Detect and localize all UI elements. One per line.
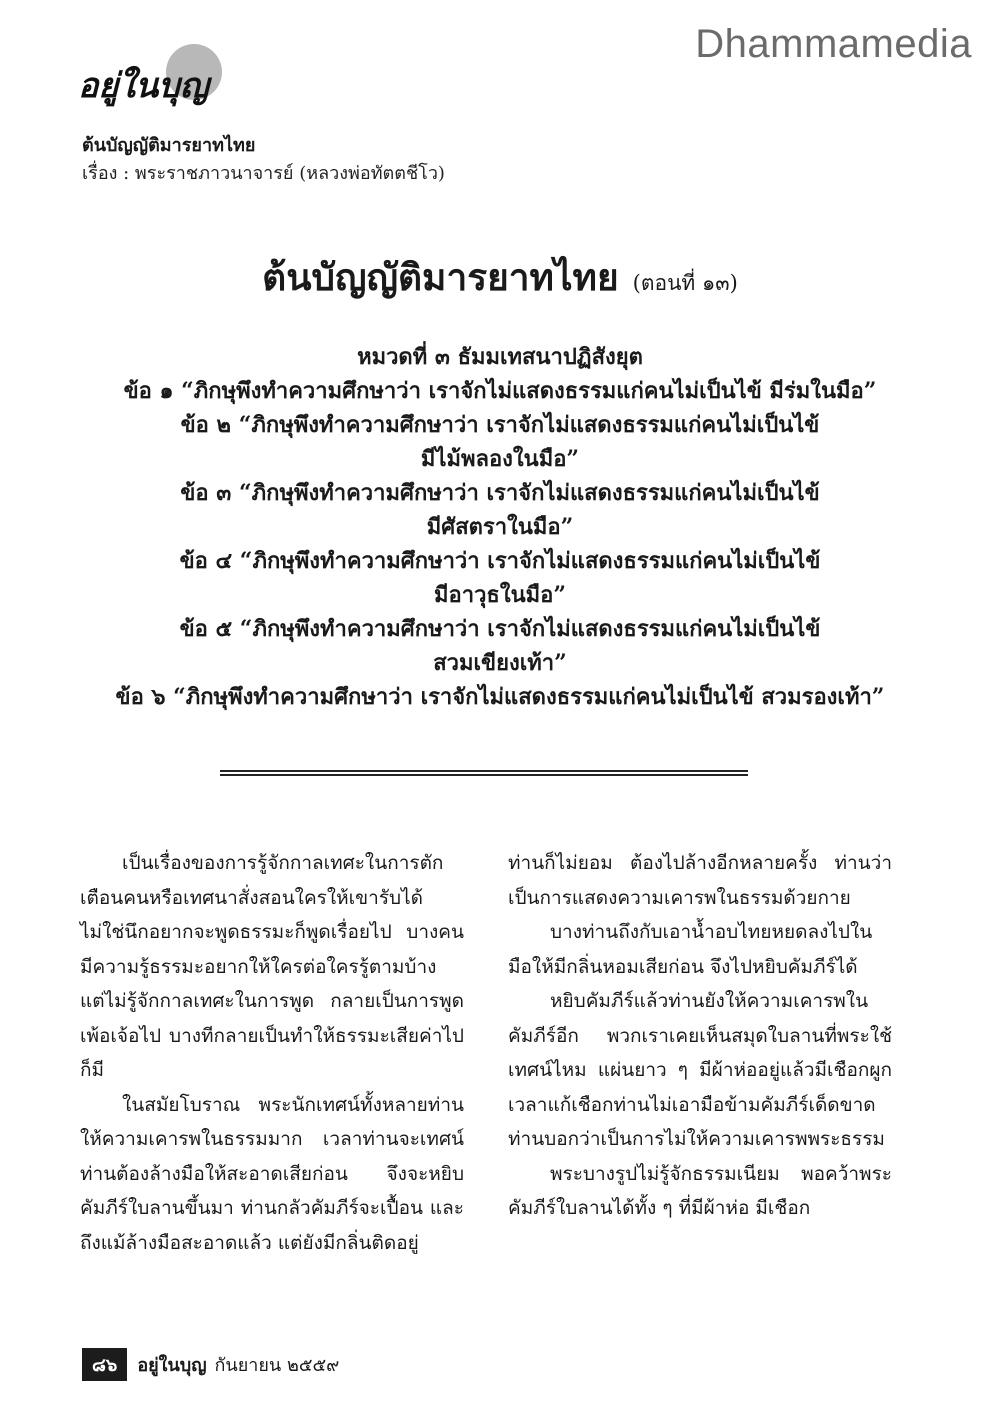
paragraph: เป็นเรื่องของการรู้จักกาลเทศะในการตักเตือนคนหรือเทศนาสั่งสอนใครให้เขารับได้ ไม่ใช่นึกอยากจะพูดธรรมะก็พูดเรื่อยไป บางคนมีความรู้ธรรมะอยากให้ใครต่อใครรู้ตามบ้าง แต่ไม่รู้จักกาลเทศะในการพูด กลายเป็นการพูดเพ้อเจ้อไป บางทีกลายเป็นทำให้ธรรมะเสียค่าไปก็มี: [80, 852, 464, 1081]
title-text: ต้นบัญญัติมารยาทไทย: [262, 255, 619, 299]
rule-line-continued: มีศัสตราในมือ”: [426, 514, 574, 540]
rule-line: ข้อ ๑ “ภิกษุพึงทำความศึกษาว่า เราจักไม่แสดงธรรมแก่คนไม่เป็นไข้ มีร่มในมือ”: [123, 378, 877, 404]
rule-line-continued: สวมเขียงเท้า”: [433, 650, 567, 676]
rule-line: ข้อ ๕ “ภิกษุพึงทำความศึกษาว่า เราจักไม่แสดงธรรมแก่คนไม่เป็นไข้: [179, 616, 821, 642]
rule-item: [40, 544, 960, 612]
page-footer: [82, 1348, 339, 1381]
rule-item: [40, 612, 960, 680]
rules-heading: หมวดที่ ๓ ธัมมเทสนาปฏิสังยุต: [357, 344, 643, 370]
rule-line: ข้อ ๖ “ภิกษุพึงทำความศึกษาว่า เราจักไม่แสดงธรรมแก่คนไม่เป็นไข้ สวมรองเท้า”: [115, 684, 885, 710]
episode-label: (ตอนที่ ๑๓): [632, 271, 738, 295]
logo-text: อยู่ในบุญ: [78, 66, 209, 106]
rule-line: ข้อ ๒ “ภิกษุพึงทำความศึกษาว่า เราจักไม่แสดงธรรมแก่คนไม่เป็นไข้: [180, 412, 820, 438]
section-label: ต้นบัญญัติมารยาทไทย: [82, 135, 256, 156]
rule-line-continued: มีไม้พลองในมือ”: [420, 446, 580, 472]
article-title: [0, 248, 1000, 307]
byline: เรื่อง : พระราชภาวนาจารย์ (หลวงพ่อทัตตชีโว): [82, 163, 445, 184]
magazine-name: อยู่ในบุญ: [137, 1355, 207, 1376]
body-column-left: [80, 846, 464, 1260]
issue-date: กันยายน ๒๕๕๙: [214, 1355, 340, 1376]
brand-watermark: Dhammamedia: [695, 22, 972, 66]
rule-line: ข้อ ๔ “ภิกษุพึงทำความศึกษาว่า เราจักไม่แสดงธรรมแก่คนไม่เป็นไข้: [179, 548, 821, 574]
rule-item: [40, 476, 960, 544]
rule-item: [40, 408, 960, 476]
rules-block: [40, 340, 960, 714]
rule-line: ข้อ ๓ “ภิกษุพึงทำความศึกษาว่า เราจักไม่แสดงธรรมแก่คนไม่เป็นไข้: [180, 480, 820, 506]
body-column-right: [508, 846, 892, 1226]
paragraph: บางท่านถึงกับเอาน้ำอบไทยหยดลงไปในมือให้มีกลิ่นหอมเสียก่อน จึงไปหยิบคัมภีร์ได้: [508, 921, 873, 978]
page-number: ๘๖: [82, 1348, 127, 1381]
paragraph: ในสมัยโบราณ พระนักเทศน์ทั้งหลายท่านให้ความเคารพในธรรมมาก เวลาท่านจะเทศน์ ท่านต้องล้างมือให้สะอาดเสียก่อน จึงจะหยิบคัมภีร์ใบลานขึ้นมา ท่านกลัวคัมภีร์จะเปื้อน และถึงแม้ล้างมือสะอาดแล้ว แต่ยังมีกลิ่นติดอยู่: [80, 1093, 464, 1254]
rule-item: [40, 374, 960, 408]
section-divider: [220, 770, 748, 776]
paragraph: ท่านก็ไม่ยอม ต้องไปล้างอีกหลายครั้ง ท่านว่าเป็นการแสดงความเคารพในธรรมด้วยกาย: [508, 852, 892, 909]
paragraph: พระบางรูปไม่รู้จักธรรมเนียม พอคว้าพระคัมภีร์ใบลานได้ทั้ง ๆ ที่มีผ้าห่อ มีเชือก: [508, 1162, 892, 1219]
magazine-logo: [78, 44, 238, 114]
rule-line-continued: มีอาวุธในมือ”: [434, 582, 566, 608]
rule-item: [40, 680, 960, 714]
paragraph: หยิบคัมภีร์แล้วท่านยังให้ความเคารพในคัมภีร์อีก พวกเราเคยเห็นสมุดใบลานที่พระใช้เทศน์ไหม แผ่นยาว ๆ มีผ้าห่ออยู่แล้วมีเชือกผูก เวลาแก้เชือกท่านไม่เอามือข้ามคัมภีร์เด็ดขาด ท่านบอกว่าเป็นการไม่ให้ความเคารพพระธรรม: [508, 990, 892, 1150]
